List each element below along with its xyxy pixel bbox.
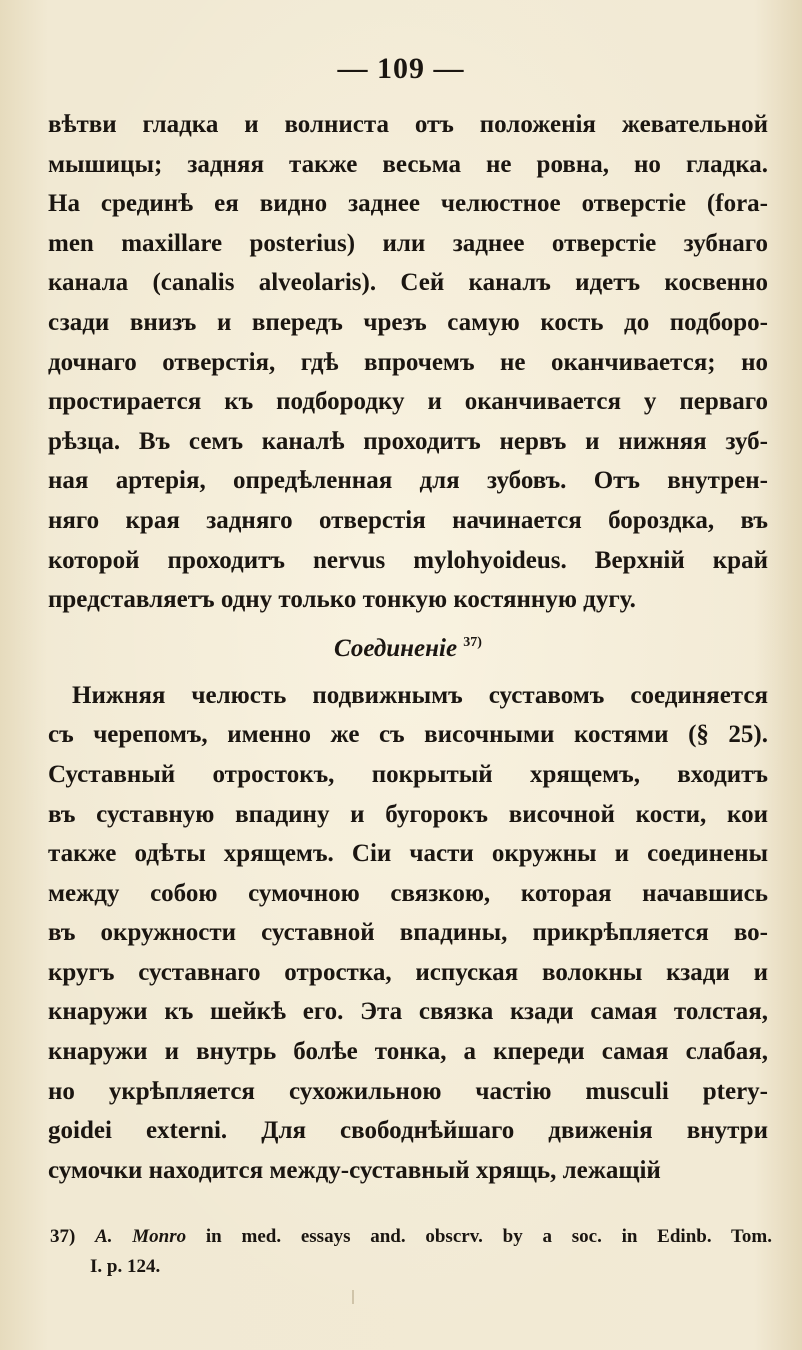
text-line: также одѣты хрящемъ. Сіи части окружны и соединены (48, 840, 768, 868)
text-line: сумочки находится между-суставный хрящь, лежащій (48, 1156, 661, 1184)
footnote-number: 37) (50, 1226, 76, 1247)
text-line: въ окружности суставной впадины, прикрѣпляется во- (48, 919, 768, 947)
footnote-line (50, 1222, 772, 1252)
page-number: — 109 — (337, 52, 465, 85)
text-line: вѣтви гладка и волниста отъ положенія жевательной (48, 111, 768, 138)
text-line: На срединѣ ея видно заднее челюстное отверстіе (fora- (48, 190, 768, 218)
paper-fleck (352, 1290, 354, 1304)
text-line: Нижняя челюсть подвижнымъ суставомъ соединяется (72, 681, 768, 709)
text-line: кругъ суставнаго отростка, испуская волокны кзади и (48, 958, 768, 986)
text-line: представляетъ одну только тонкую костянную дугу. (48, 586, 636, 614)
text-line: мышицы; задняя также весьма не ровна, но гладка. (48, 150, 768, 178)
text-line: няго края задняго отверстія начинается бороздка, въ (48, 506, 768, 534)
body-text (48, 105, 768, 1190)
text-line: простирается къ подбородку и оканчивается у перваго (48, 388, 768, 416)
text-line: кнаружи и внутрь болѣе тонка, а кпереди самая слабая, (48, 1038, 768, 1066)
text-line: кнаружи къ шейкѣ его. Эта связка кзади самая толстая, (48, 998, 768, 1026)
text-line: рѣзца. Въ семъ каналѣ проходитъ нервъ и нижняя зуб- (48, 427, 768, 455)
text-line: но укрѣпляется сухожильною частію musculi ptery- (48, 1077, 768, 1105)
footnote-line: I. p. 124. (90, 1256, 161, 1277)
footnote-author: A. Monro (95, 1226, 187, 1247)
footnote-source: in med. essays and. obscrv. by a soc. in Edinb. Tom. (205, 1226, 773, 1247)
text-line: канала (canalis alveolaris). Сей каналъ идетъ косвенно (48, 269, 768, 297)
text-line: въ суставную впадину и бугорокъ височной кости, кои (48, 800, 768, 828)
text-line: дочнаго отверстія, гдѣ впрочемъ не оканчивается; но (48, 348, 768, 376)
text-line: съ черепомъ, именно же съ височными костями (§ 25). (48, 721, 768, 749)
text-line: Суставный отростокъ, покрытый хрящемъ, входитъ (48, 760, 768, 788)
section-gap (48, 666, 768, 676)
section-heading-text: Соединеніе (334, 634, 458, 662)
text-line: сзади внизъ и впередъ чрезъ самую кость до подборо- (48, 308, 768, 336)
footnote-reference: 37) (463, 634, 482, 650)
footnote (50, 1222, 772, 1282)
text-line: ная артерія, опредѣленная для зубовъ. Отъ внутрен- (48, 467, 768, 495)
text-line: которой проходитъ nervus mylohyoideus. Верхній край (48, 546, 768, 574)
section-heading (48, 620, 768, 666)
text-line: goidei externi. Для свободнѣйшаго движенія внутри (48, 1117, 768, 1145)
text-line: men maxillare posterius) или заднее отверстіе зубнаго (48, 229, 768, 257)
text-line: между собою сумочною связкою, которая начавшись (48, 879, 768, 907)
